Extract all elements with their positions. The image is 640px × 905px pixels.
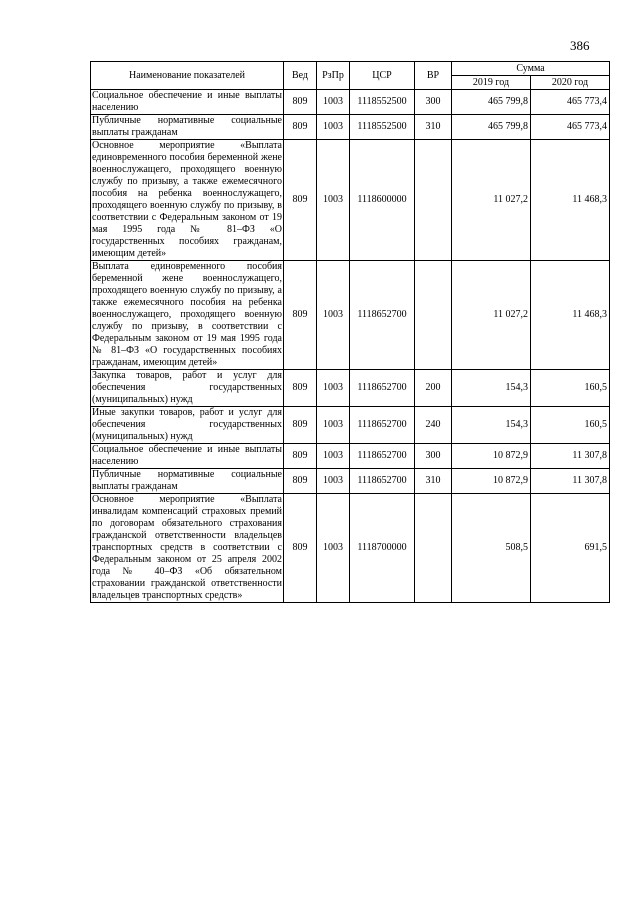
cell-2020: 11 307,8 (531, 444, 610, 469)
cell-csr: 1118652700 (350, 407, 415, 444)
cell-2020: 160,5 (531, 370, 610, 407)
cell-name: Иные закупки товаров, работ и услуг для обеспечения государственных (муниципальных) нужд (92, 407, 282, 442)
cell-ved: 809 (284, 370, 317, 407)
cell-2019: 10 872,9 (452, 469, 531, 494)
cell-2020: 465 773,4 (531, 115, 610, 140)
table-row (91, 494, 610, 603)
cell-csr: 1118700000 (350, 494, 415, 603)
cell-name: Публичные нормативные социальные выплаты гражданам (92, 469, 282, 492)
cell-vr: 310 (415, 115, 452, 140)
cell-name: Выплата единовременного пособия беременной жене военнослужащего, проходящего военную службу по призыву, а также ежемесячного пособия на ребенка военнослужащего, проходящего военную службу по призыву, в соответствии с Федеральным законом от 19 мая 1995 года № 81–ФЗ «О государственных пособиях гражданам, имеющим детей» (92, 261, 282, 368)
cell-2020: 691,5 (531, 494, 610, 603)
cell-csr: 1118652700 (350, 261, 415, 370)
cell-2019: 465 799,8 (452, 115, 531, 140)
cell-name: Основное мероприятие «Выплата единовременного пособия беременной жене военнослужащего, проходящего военную службу по призыву, а также ежемесячного пособия на ребенка военнослужащего, проходящего военную службу по призыву, в соответствии с Федеральным законом от 19 мая 1995 года № 81–ФЗ «О государственных пособиях гражданам, имеющим детей» (92, 140, 282, 259)
cell-2019: 154,3 (452, 407, 531, 444)
cell-ved: 809 (284, 444, 317, 469)
budget-table (90, 61, 610, 603)
cell-name: Закупка товаров, работ и услуг для обеспечения государственных (муниципальных) нужд (92, 370, 282, 405)
cell-name: Публичные нормативные социальные выплаты гражданам (92, 115, 282, 138)
cell-rzpr: 1003 (317, 370, 350, 407)
cell-2020: 465 773,4 (531, 90, 610, 115)
table-row (91, 261, 610, 370)
header-ved: Вед (284, 62, 317, 90)
table-row (91, 90, 610, 115)
cell-csr: 1118652700 (350, 370, 415, 407)
cell-rzpr: 1003 (317, 140, 350, 261)
cell-csr: 1118652700 (350, 444, 415, 469)
cell-name: Социальное обеспечение и иные выплаты населению (92, 90, 282, 113)
cell-rzpr: 1003 (317, 444, 350, 469)
cell-2020: 11 468,3 (531, 261, 610, 370)
cell-vr (415, 261, 452, 370)
cell-rzpr: 1003 (317, 407, 350, 444)
cell-csr: 1118552500 (350, 90, 415, 115)
cell-rzpr: 1003 (317, 469, 350, 494)
cell-ved: 809 (284, 140, 317, 261)
header-2019: 2019 год (452, 76, 531, 90)
page-number: 386 (570, 38, 590, 53)
cell-csr: 1118652700 (350, 469, 415, 494)
table-row (91, 370, 610, 407)
cell-2020: 11 307,8 (531, 469, 610, 494)
cell-rzpr: 1003 (317, 90, 350, 115)
cell-2020: 11 468,3 (531, 140, 610, 261)
cell-ved: 809 (284, 469, 317, 494)
cell-ved: 809 (284, 115, 317, 140)
cell-csr: 1118552500 (350, 115, 415, 140)
header-vr: ВР (415, 62, 452, 90)
cell-vr: 300 (415, 90, 452, 115)
cell-2019: 11 027,2 (452, 140, 531, 261)
cell-rzpr: 1003 (317, 115, 350, 140)
cell-rzpr: 1003 (317, 261, 350, 370)
table-row (91, 115, 610, 140)
table-row (91, 469, 610, 494)
cell-2020: 160,5 (531, 407, 610, 444)
cell-rzpr: 1003 (317, 494, 350, 603)
cell-csr: 1118600000 (350, 140, 415, 261)
table-row (91, 407, 610, 444)
table-row (91, 444, 610, 469)
cell-name: Социальное обеспечение и иные выплаты населению (92, 444, 282, 467)
cell-2019: 11 027,2 (452, 261, 531, 370)
cell-vr (415, 494, 452, 603)
cell-name: Основное мероприятие «Выплата инвалидам компенсаций страховых премий по договорам обязательного страхования гражданской ответственности владельцев транспортных средств в соответствии с Федеральным законом от 25 апреля 2002 года № 40–ФЗ «Об обязательном страховании гражданской ответственности владельцев транспортных средств» (92, 494, 282, 601)
cell-ved: 809 (284, 494, 317, 603)
cell-vr: 240 (415, 407, 452, 444)
cell-2019: 10 872,9 (452, 444, 531, 469)
cell-ved: 809 (284, 90, 317, 115)
header-2020: 2020 год (531, 76, 610, 90)
cell-ved: 809 (284, 407, 317, 444)
table-body (91, 90, 610, 603)
table-header (91, 62, 610, 90)
cell-2019: 508,5 (452, 494, 531, 603)
cell-2019: 465 799,8 (452, 90, 531, 115)
header-name: Наименование показателей (91, 62, 284, 90)
header-sum: Сумма (452, 62, 610, 76)
cell-ved: 809 (284, 261, 317, 370)
header-rzpr: РзПр (317, 62, 350, 90)
cell-vr: 200 (415, 370, 452, 407)
header-csr: ЦСР (350, 62, 415, 90)
table-row (91, 140, 610, 261)
cell-vr: 300 (415, 444, 452, 469)
cell-2019: 154,3 (452, 370, 531, 407)
cell-vr: 310 (415, 469, 452, 494)
cell-vr (415, 140, 452, 261)
